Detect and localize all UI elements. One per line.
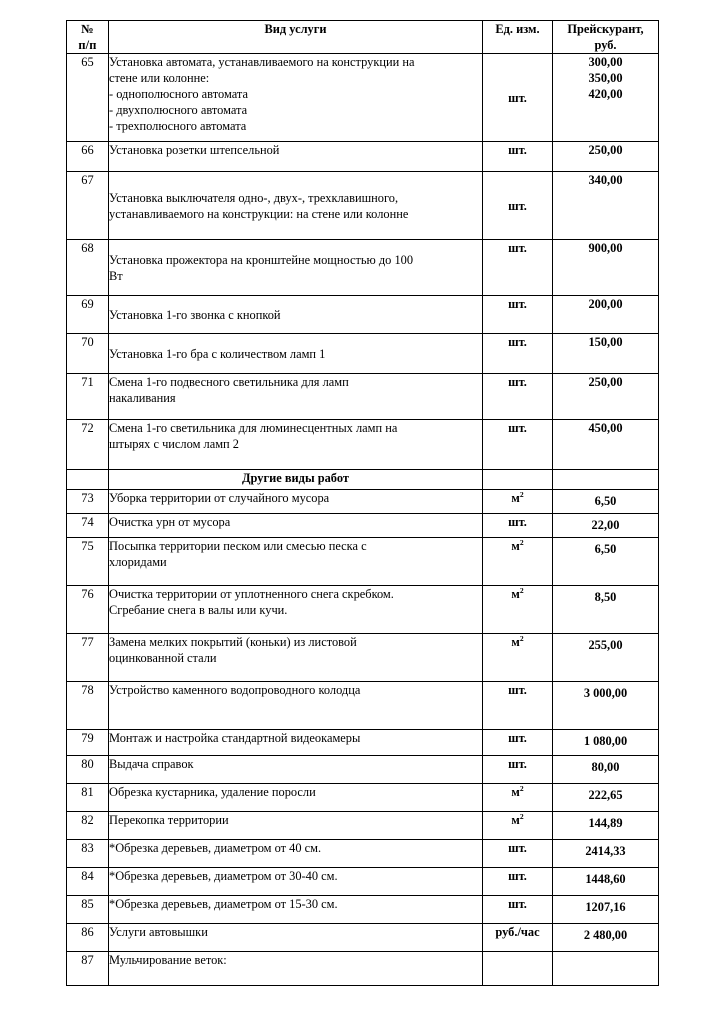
price-value [553, 54, 659, 142]
price-line: 900,00 [588, 241, 623, 255]
price-line: 80,00 [591, 760, 620, 774]
unit-of-measure: шт. [483, 730, 553, 756]
row-number: 66 [67, 142, 109, 172]
service-description-line: *Обрезка деревьев, диаметром от 30-40 см. [109, 869, 338, 883]
price-value [553, 756, 659, 784]
table-row [67, 952, 659, 986]
row-number: 70 [67, 334, 109, 374]
unit-superscript: 2 [519, 489, 524, 499]
service-description [109, 784, 483, 812]
service-description-line: стене или колонне: [109, 71, 210, 85]
price-line: 22,00 [591, 518, 620, 532]
row-number: 83 [67, 840, 109, 868]
table-row [67, 840, 659, 868]
row-number: 68 [67, 240, 109, 296]
price-value [553, 240, 659, 296]
row-number: 87 [67, 952, 109, 986]
service-description [109, 812, 483, 840]
unit-of-measure: $м^2$ [483, 634, 553, 682]
unit-of-measure: шт. [483, 682, 553, 730]
table-row [67, 296, 659, 334]
service-description-line: Сгребание снега в валы или кучи. [109, 603, 288, 617]
price-value [553, 924, 659, 952]
price-line: 6,50 [594, 542, 617, 556]
service-description-line: Установка автомата, устанавливаемого на конструкции на [109, 55, 415, 69]
service-description [109, 924, 483, 952]
unit-of-measure: шт. [483, 172, 553, 240]
service-description [109, 868, 483, 896]
service-description [109, 634, 483, 682]
section-header-label: Другие виды работ [109, 470, 483, 490]
row-number: 84 [67, 868, 109, 896]
row-number: 69 [67, 296, 109, 334]
service-description [109, 420, 483, 470]
price-line: 3 000,00 [583, 686, 628, 700]
unit-of-measure: руб./час [483, 924, 553, 952]
table-row [67, 142, 659, 172]
price-value [553, 784, 659, 812]
unit-of-measure: шт. [483, 896, 553, 924]
row-number: 80 [67, 756, 109, 784]
unit-of-measure: $м^2$ [483, 784, 553, 812]
section-header-row [67, 470, 659, 490]
service-description-line: Замена мелких покрытий (коньки) из листовой [109, 635, 357, 649]
row-number: 72 [67, 420, 109, 470]
section-header-unit-cell [483, 470, 553, 490]
price-line: 340,00 [588, 173, 623, 187]
column-header-number-line1: № [81, 22, 94, 36]
table-row [67, 334, 659, 374]
price-value [553, 538, 659, 586]
service-description [109, 682, 483, 730]
service-description-line: *Обрезка деревьев, диаметром от 40 см. [109, 841, 322, 855]
service-description [109, 514, 483, 538]
service-description [109, 240, 483, 296]
service-description-line: накаливания [109, 391, 176, 405]
table-row [67, 172, 659, 240]
row-number: 86 [67, 924, 109, 952]
service-description-line: Установка выключателя одно-, двух-, трехклавишного, [109, 190, 399, 205]
service-description-line: Выдача справок [109, 757, 194, 771]
price-list-table-container [66, 20, 658, 986]
row-number: 82 [67, 812, 109, 840]
price-value [553, 812, 659, 840]
row-number: 75 [67, 538, 109, 586]
unit-of-measure: шт. [483, 334, 553, 374]
row-number: 74 [67, 514, 109, 538]
price-line: 2414,33 [585, 844, 626, 858]
row-number: 78 [67, 682, 109, 730]
service-description-line: Очистка территории от уплотненного снега скребком. [109, 587, 394, 601]
service-description-line: Перекопка территории [109, 813, 229, 827]
unit-of-measure: шт. [483, 756, 553, 784]
row-number: 73 [67, 490, 109, 514]
service-description-line: Установка прожектора на кронштейне мощностью до 100 [109, 252, 414, 267]
service-description-line: Установка 1-го звонка с кнопкой [109, 307, 281, 322]
price-line: 255,00 [588, 638, 623, 652]
price-line: 200,00 [588, 297, 623, 311]
service-description-line: Вт [109, 268, 123, 283]
service-description-line: Обрезка кустарника, удаление поросли [109, 785, 316, 799]
table-row [67, 538, 659, 586]
service-description [109, 730, 483, 756]
service-description-line: Услуги автовышки [109, 925, 208, 939]
price-line: 350,00 [588, 71, 623, 85]
table-row [67, 730, 659, 756]
column-header-price [553, 21, 659, 54]
unit-of-measure: шт. [483, 240, 553, 296]
unit-of-measure [483, 952, 553, 986]
column-header-price-line2: руб. [594, 38, 617, 52]
service-description-line: Монтаж и настройка стандартной видеокамеры [109, 731, 361, 745]
section-header-price-cell [553, 470, 659, 490]
table-row [67, 896, 659, 924]
service-description-line: Установка розетки штепсельной [109, 143, 280, 157]
price-value [553, 840, 659, 868]
row-number: 67 [67, 172, 109, 240]
service-description-line: Устройство каменного водопроводного колодца [109, 683, 361, 697]
price-line: 6,50 [594, 494, 617, 508]
service-description-line: Посыпка территории песком или смесью песка с [109, 539, 367, 553]
service-description [109, 142, 483, 172]
service-description-line: Очистка урн от мусора [109, 515, 231, 529]
unit-superscript: 2 [519, 633, 524, 643]
service-description [109, 54, 483, 142]
row-number: 79 [67, 730, 109, 756]
row-number: 76 [67, 586, 109, 634]
unit-of-measure: шт. [483, 868, 553, 896]
column-header-number [67, 21, 109, 54]
column-header-price-line1: Прейскурант, [567, 22, 644, 36]
table-body [67, 54, 659, 986]
price-line: 450,00 [588, 421, 623, 435]
price-value [553, 172, 659, 240]
unit-of-measure: шт. [483, 296, 553, 334]
table-row [67, 634, 659, 682]
price-line: 144,89 [588, 816, 623, 830]
service-description [109, 538, 483, 586]
price-line: 150,00 [588, 335, 623, 349]
service-description [109, 952, 483, 986]
unit-of-measure: шт. [483, 514, 553, 538]
row-number: 85 [67, 896, 109, 924]
row-number: 81 [67, 784, 109, 812]
unit-superscript: 2 [519, 811, 524, 821]
service-description [109, 374, 483, 420]
service-description [109, 334, 483, 374]
price-value [553, 896, 659, 924]
unit-of-measure: шт. [483, 142, 553, 172]
table-row [67, 514, 659, 538]
price-value [553, 142, 659, 172]
service-description-line: Смена 1-го светильника для люминесцентных ламп на [109, 421, 398, 435]
price-value [553, 374, 659, 420]
price-value [553, 490, 659, 514]
service-description-line: Уборка территории от случайного мусора [109, 491, 330, 505]
service-description-line: устанавливаемого на конструкции: на стене или колонне [109, 206, 409, 221]
service-description-line: Мульчирование веток: [109, 953, 227, 967]
table-row [67, 784, 659, 812]
table-row [67, 586, 659, 634]
row-number: 65 [67, 54, 109, 142]
price-value [553, 868, 659, 896]
unit-superscript: 2 [519, 585, 524, 595]
price-line: 250,00 [588, 143, 623, 157]
service-description [109, 172, 483, 240]
table-row [67, 240, 659, 296]
unit-of-measure: $м^2$ [483, 490, 553, 514]
table-row [67, 54, 659, 142]
price-value [553, 586, 659, 634]
price-value [553, 334, 659, 374]
service-description [109, 490, 483, 514]
price-line: 1448,60 [585, 872, 626, 886]
column-header-description: Вид услуги [109, 21, 483, 54]
unit-of-measure: шт. [483, 840, 553, 868]
price-value [553, 682, 659, 730]
service-description [109, 756, 483, 784]
table-row [67, 374, 659, 420]
price-value [553, 420, 659, 470]
table-row [67, 682, 659, 730]
price-line: 300,00 [588, 55, 623, 69]
price-line: 250,00 [588, 375, 623, 389]
price-line: 420,00 [588, 87, 623, 101]
service-description-line: - двухполюсного автомата [109, 103, 248, 117]
price-value [553, 730, 659, 756]
price-value [553, 514, 659, 538]
unit-of-measure: $м^2$ [483, 586, 553, 634]
table-row [67, 490, 659, 514]
table-row [67, 756, 659, 784]
price-line: 1 080,00 [583, 734, 628, 748]
service-description-line: Смена 1-го подвесного светильника для ламп [109, 375, 349, 389]
price-value [553, 634, 659, 682]
table-row [67, 868, 659, 896]
service-description-line: штырях с числом ламп 2 [109, 437, 239, 451]
price-line: 222,65 [588, 788, 623, 802]
price-line: 2 480,00 [583, 928, 628, 942]
table-row [67, 924, 659, 952]
column-header-unit: Ед. изм. [483, 21, 553, 54]
service-description [109, 296, 483, 334]
table-header-row [67, 21, 659, 54]
service-description [109, 586, 483, 634]
service-description [109, 896, 483, 924]
section-header-number-cell [67, 470, 109, 490]
service-description-line: - трехполюсного автомата [109, 119, 247, 133]
unit-of-measure: шт. [483, 420, 553, 470]
unit-superscript: 2 [519, 537, 524, 547]
price-line: 1207,16 [585, 900, 626, 914]
price-value [553, 296, 659, 334]
table-row [67, 420, 659, 470]
service-description-line: Установка 1-го бра с количеством ламп 1 [109, 346, 326, 361]
table-header [67, 21, 659, 54]
unit-of-measure: шт. [483, 374, 553, 420]
service-description-line: - однополюсного автомата [109, 87, 248, 101]
unit-superscript: 2 [519, 783, 524, 793]
table-row [67, 812, 659, 840]
price-value [553, 952, 659, 986]
column-header-number-line2: п/п [78, 38, 97, 52]
row-number: 77 [67, 634, 109, 682]
row-number: 71 [67, 374, 109, 420]
unit-of-measure: $м^2$ [483, 812, 553, 840]
service-description-line: *Обрезка деревьев, диаметром от 15-30 см. [109, 897, 338, 911]
price-line: 8,50 [594, 590, 617, 604]
unit-of-measure: $м^2$ [483, 538, 553, 586]
unit-of-measure: шт. [483, 54, 553, 142]
service-description-line: оцинкованной стали [109, 651, 217, 665]
price-list-table [66, 20, 659, 986]
service-description [109, 840, 483, 868]
service-description-line: хлоридами [109, 555, 167, 569]
